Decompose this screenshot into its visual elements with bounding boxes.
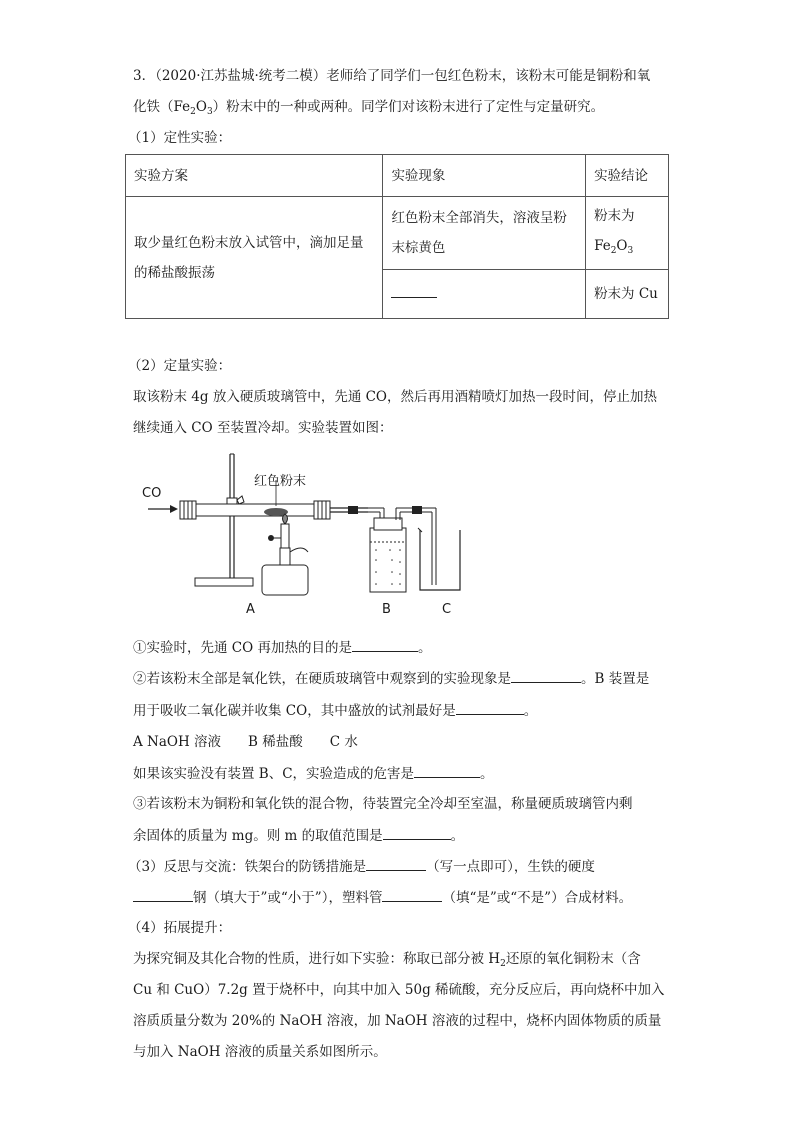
- plan-cell: [126, 197, 383, 319]
- hard-glass-tube: [180, 504, 330, 516]
- apparatus-diagram: [130, 440, 480, 625]
- question-intro-line-2: [133, 97, 604, 122]
- conclusion-cell-2: 粉末为 Cu: [586, 270, 669, 319]
- part4-line-3: 溶质质量分数为 20%的 NaOH 溶液，加 NaOH 溶液的过程中，烧杯内固体物质的质量: [133, 1013, 662, 1029]
- q1-end: 。: [417, 640, 432, 656]
- q1-text: ①实验时，先通 CO 再加热的目的是: [133, 640, 352, 656]
- q2a-text: ②若该粉末全部是氧化铁，在硬质玻璃管中观察到的实验现象是: [133, 671, 511, 687]
- answer-blank[interactable]: [366, 856, 426, 871]
- label-red-powder: 红色粉末: [254, 474, 307, 489]
- label-b: B: [382, 602, 391, 617]
- apparatus-svg: [130, 440, 480, 625]
- plan-line-1: 取少量红色粉末放入试管中，滴加足量: [134, 234, 364, 251]
- qualitative-experiment-table: [125, 154, 669, 319]
- part4-text-b: 还原的氧化铜粉末（含: [505, 951, 641, 967]
- label-c: C: [442, 602, 452, 617]
- part2-desc-line-1: 取该粉末 4g 放入硬质玻璃管中，先通 CO，然后再用酒精喷灯加热一段时间，停止加热: [133, 389, 658, 405]
- part2-desc-line-2: 继续通入 CO 至装置冷却。实验装置如图：: [133, 420, 393, 436]
- answer-blank[interactable]: [382, 887, 442, 902]
- conclusion-1-line-2: [594, 231, 660, 266]
- part4-line-4: 与加入 NaOH 溶液的质量关系如图所示。: [133, 1044, 387, 1060]
- label-co: CO: [142, 486, 162, 501]
- observation-cell-2: [383, 270, 586, 319]
- fe-text: Fe: [594, 237, 611, 254]
- subscript: 2: [190, 107, 196, 117]
- o-text: O: [616, 237, 628, 254]
- q2c-text: 如果该实验没有装置 B、C，实验造成的危害是: [133, 766, 415, 782]
- table-row: [126, 197, 669, 270]
- answer-blank[interactable]: [391, 283, 437, 298]
- question-1: [133, 637, 431, 658]
- question-2-line-3: [133, 763, 494, 784]
- answer-blank[interactable]: [383, 825, 451, 840]
- q3b-end: 。: [450, 828, 465, 844]
- part3-text-a: （3）反思与交流：铁架台的防锈措施是: [128, 859, 367, 875]
- part2-title: （2）定量实验：: [128, 358, 232, 374]
- observation-line-1: 红色粉末全部消失，溶液呈粉: [391, 210, 567, 226]
- answer-blank[interactable]: [352, 637, 418, 652]
- co-arrow-head: [170, 505, 178, 513]
- part3-line-2: [133, 887, 632, 908]
- subscript: 2: [500, 959, 506, 969]
- subscript: 3: [206, 107, 213, 117]
- intro-text-b: O: [195, 99, 207, 115]
- subscript: 3: [627, 245, 634, 256]
- answer-blank[interactable]: [133, 887, 193, 902]
- conclusion-1-line-1: 粉末为: [594, 207, 635, 224]
- part3-text-c: 钢（填大于”或“小于”），塑料管: [193, 890, 383, 906]
- question-2-options: A NaOH 溶液 B 稀盐酸 C 水: [133, 734, 358, 750]
- question-intro-line-1: 3．（2020·江苏盐城·统考二模）老师给了同学们一包红色粉末，该粉末可能是铜粉和氧: [133, 68, 651, 84]
- alcohol-blowtorch: [262, 565, 308, 595]
- conclusion-cell-1: [586, 197, 669, 270]
- q2b-end: 。: [523, 703, 538, 719]
- observation-line-2: 末棕黄色: [391, 240, 446, 256]
- question-3-line-2: [133, 825, 464, 846]
- q2c-end: 。: [480, 766, 494, 782]
- stand-base: [195, 578, 253, 586]
- question-2-line-2: [133, 700, 537, 721]
- part3-line-1: [128, 856, 595, 877]
- question-2-line-1: [133, 668, 649, 689]
- part1-title: （1）定性实验：: [128, 130, 232, 146]
- part4-line-2: Cu 和 CuO）7.2g 置于烧杯中，向其中加入 50g 稀硫酸，充分反应后，再向烧杯中加入: [133, 982, 665, 998]
- label-a: A: [246, 602, 255, 617]
- beaker-c: [420, 530, 460, 590]
- header-plan: 实验方案: [126, 155, 383, 197]
- table-header-row: [126, 155, 669, 197]
- flame: [283, 514, 288, 524]
- plan-line-2: 的稀盐酸振荡: [134, 264, 215, 281]
- observation-cell-1: [383, 197, 586, 270]
- header-conclusion: 实验结论: [586, 155, 669, 197]
- q3b-text: 余固体的质量为 mg。则 m 的取值范围是: [133, 828, 383, 844]
- q2b-text: 用于吸收二氧化碳并收集 CO，其中盛放的试剂最好是: [133, 703, 456, 719]
- intro-text-a: 化铁（Fe: [133, 99, 191, 115]
- answer-blank[interactable]: [414, 763, 480, 778]
- q2a-end: 。B 装置是: [581, 671, 650, 687]
- answer-blank[interactable]: [511, 668, 581, 683]
- subscript: 2: [610, 245, 617, 256]
- part3-text-b: （写一点即可），生铁的硬度: [426, 859, 595, 875]
- part4-text-a: 为探究铜及其化合物的性质，进行如下实验：称取已部分被 H: [133, 951, 501, 967]
- question-3-line-1: ③若该粉末为铜粉和氧化铁的混合物，待装置完全冷却至室温，称量硬质玻璃管内剩: [133, 796, 633, 812]
- part4-line-1: [133, 949, 641, 974]
- intro-text-c: ）粉末中的一种或两种。同学们对该粉末进行了定性与定量研究。: [212, 99, 605, 115]
- header-observation: 实验现象: [383, 155, 586, 197]
- part3-text-d: （填“是”或“不是”）合成材料。: [442, 890, 633, 906]
- part4-title: （4）拓展提升：: [128, 920, 232, 936]
- answer-blank[interactable]: [456, 700, 524, 715]
